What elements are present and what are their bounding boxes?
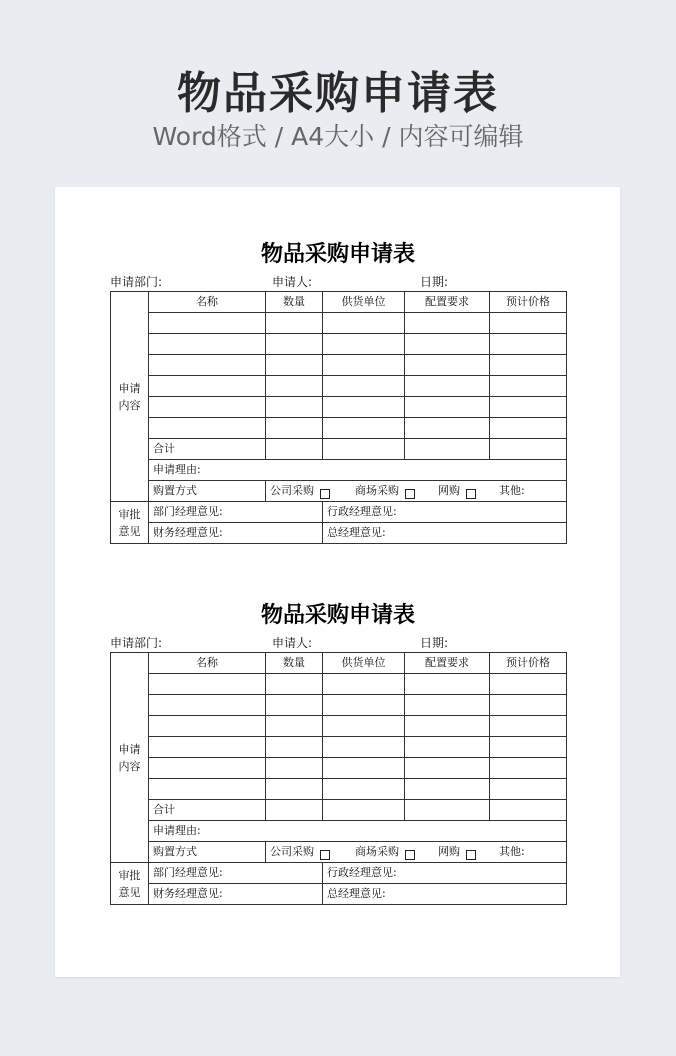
checkbox-icon[interactable] <box>405 489 415 499</box>
purchase-method-label: 购置方式 <box>149 481 266 502</box>
approval-row <box>111 523 567 544</box>
method-mall[interactable] <box>355 846 415 858</box>
item-row[interactable] <box>111 313 567 334</box>
department-label[interactable]: 申请部门: <box>110 275 163 289</box>
table-header-row <box>111 653 567 674</box>
purchase-method-label: 购置方式 <box>149 842 266 863</box>
column-header-supplier: 供货单位 <box>323 292 405 313</box>
date-label[interactable]: 日期: <box>420 275 449 289</box>
item-row[interactable] <box>111 376 567 397</box>
content-label-line1: 申请 <box>118 381 141 395</box>
method-company-label: 公司采购 <box>270 484 314 497</box>
content-side-label <box>111 292 149 502</box>
approval-label-line2: 意见 <box>118 524 141 538</box>
content-side-label <box>111 653 149 863</box>
checkbox-icon[interactable] <box>320 850 330 860</box>
method-company[interactable] <box>270 846 330 858</box>
content-label-line2: 内容 <box>118 398 141 412</box>
purchase-form <box>110 598 566 905</box>
method-mall-label: 商场采购 <box>355 845 399 858</box>
column-header-name: 名称 <box>149 653 266 674</box>
general-manager-opinion[interactable]: 总经理意见: <box>323 884 567 905</box>
method-mall-label: 商场采购 <box>355 484 399 497</box>
finance-manager-opinion[interactable]: 财务经理意见: <box>149 523 323 544</box>
purchase-form <box>110 237 566 544</box>
item-row[interactable] <box>111 758 567 779</box>
method-company-label: 公司采购 <box>270 845 314 858</box>
checkbox-icon[interactable] <box>320 489 330 499</box>
approval-row <box>111 884 567 905</box>
method-mall[interactable] <box>355 485 415 497</box>
approval-label-line2: 意见 <box>118 885 141 899</box>
form-meta-row <box>110 273 566 291</box>
item-row[interactable] <box>111 737 567 758</box>
reason-row <box>111 460 567 481</box>
request-table <box>110 291 567 544</box>
admin-manager-opinion[interactable]: 行政经理意见: <box>323 863 567 884</box>
approval-label-line1: 审批 <box>118 507 141 521</box>
column-header-name: 名称 <box>149 292 266 313</box>
date-label[interactable]: 日期: <box>420 636 449 650</box>
applicant-label[interactable]: 申请人: <box>272 636 313 650</box>
admin-manager-opinion[interactable]: 行政经理意见: <box>323 502 567 523</box>
document-page <box>55 187 620 977</box>
dept-manager-opinion[interactable]: 部门经理意见: <box>149 502 323 523</box>
approval-side-label <box>111 502 149 544</box>
approval-label-line1: 审批 <box>118 868 141 882</box>
item-row[interactable] <box>111 674 567 695</box>
column-header-quantity: 数量 <box>266 292 323 313</box>
column-header-config: 配置要求 <box>405 653 490 674</box>
applicant-label[interactable]: 申请人: <box>272 275 313 289</box>
approval-row <box>111 502 567 523</box>
purchase-method-row <box>111 481 567 502</box>
total-row <box>111 439 567 460</box>
reason-label[interactable]: 申请理由: <box>149 821 567 842</box>
approval-side-label <box>111 863 149 905</box>
method-online[interactable] <box>438 846 476 858</box>
item-row[interactable] <box>111 695 567 716</box>
banner-title: 物品采购申请表 <box>177 68 499 119</box>
checkbox-icon[interactable] <box>405 850 415 860</box>
method-online-label: 网购 <box>438 845 460 858</box>
content-label-line1: 申请 <box>118 742 141 756</box>
table-header-row <box>111 292 567 313</box>
method-other[interactable]: 其他: <box>499 845 525 858</box>
item-row[interactable] <box>111 334 567 355</box>
total-label: 合计 <box>149 800 266 821</box>
general-manager-opinion[interactable]: 总经理意见: <box>323 523 567 544</box>
form-meta-row <box>110 634 566 652</box>
purchase-method-options <box>270 481 562 501</box>
method-online[interactable] <box>438 485 476 497</box>
checkbox-icon[interactable] <box>466 489 476 499</box>
form-title: 物品采购申请表 <box>260 603 415 628</box>
finance-manager-opinion[interactable]: 财务经理意见: <box>149 884 323 905</box>
dept-manager-opinion[interactable]: 部门经理意见: <box>149 863 323 884</box>
column-header-price: 预计价格 <box>490 292 567 313</box>
method-other[interactable]: 其他: <box>499 484 525 497</box>
column-header-quantity: 数量 <box>266 653 323 674</box>
purchase-method-options <box>270 842 562 862</box>
item-row[interactable] <box>111 779 567 800</box>
approval-row <box>111 863 567 884</box>
content-label-line2: 内容 <box>118 759 141 773</box>
banner-subtitle: Word格式 / A4大小 / 内容可编辑 <box>152 122 524 151</box>
total-label: 合计 <box>149 439 266 460</box>
checkbox-icon[interactable] <box>466 850 476 860</box>
method-company[interactable] <box>270 485 330 497</box>
item-row[interactable] <box>111 397 567 418</box>
column-header-price: 预计价格 <box>490 653 567 674</box>
total-row <box>111 800 567 821</box>
reason-row <box>111 821 567 842</box>
request-table <box>110 652 567 905</box>
department-label[interactable]: 申请部门: <box>110 636 163 650</box>
reason-label[interactable]: 申请理由: <box>149 460 567 481</box>
column-header-config: 配置要求 <box>405 292 490 313</box>
item-row[interactable] <box>111 355 567 376</box>
purchase-method-row <box>111 842 567 863</box>
form-title: 物品采购申请表 <box>260 242 415 267</box>
item-row[interactable] <box>111 716 567 737</box>
method-online-label: 网购 <box>438 484 460 497</box>
column-header-supplier: 供货单位 <box>323 653 405 674</box>
item-row[interactable] <box>111 418 567 439</box>
